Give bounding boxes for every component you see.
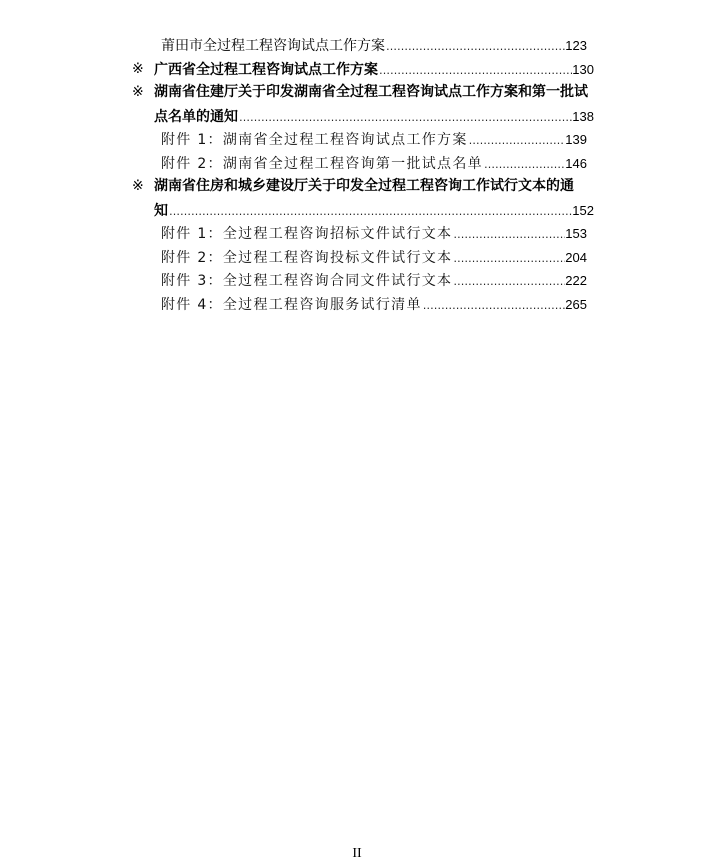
toc-leader-dots — [452, 270, 565, 294]
toc-leader-dots — [468, 129, 566, 153]
toc-entry-title-line2: 知 — [154, 202, 168, 219]
toc-entry-attachment-4b[interactable] — [0, 293, 714, 317]
reference-mark-icon: ※ — [132, 178, 144, 194]
toc-page-number: 265 — [565, 296, 587, 312]
toc-page-number: 123 — [565, 38, 587, 53]
toc-page-number: 138 — [572, 108, 594, 124]
toc-entry-title: 莆田市全过程工程咨询试点工作方案 — [161, 38, 385, 54]
toc-entry-attachment-1b[interactable] — [0, 222, 714, 246]
toc-leader-dots — [378, 59, 572, 83]
toc-leader-dots — [422, 294, 566, 318]
toc-entry-title: 广西省全过程工程咨询试点工作方案 — [154, 61, 378, 78]
toc-entry-title-line2: 点名单的通知 — [154, 108, 238, 125]
toc-leader-dots — [452, 247, 565, 271]
toc-page-number: 146 — [565, 155, 587, 171]
toc-page-number: 204 — [565, 249, 587, 265]
toc-page-number: 153 — [565, 226, 587, 241]
toc-entry-hunan-notice[interactable] — [0, 81, 714, 105]
toc-entry-title: 附件 2：湖南省全过程工程咨询第一批试点名单 — [161, 155, 483, 172]
toc-page-number: 152 — [572, 202, 594, 218]
toc-leader-dots — [168, 200, 572, 224]
toc-entry-hunan-housing-cont[interactable] — [0, 199, 714, 223]
toc-entry-attachment-1a[interactable] — [0, 128, 714, 152]
toc-leader-dots — [483, 153, 565, 177]
toc-entry-hunan-housing[interactable] — [0, 175, 714, 199]
toc-entry-title: 附件 1：湖南省全过程工程咨询试点工作方案 — [161, 132, 468, 148]
toc-page-number: 130 — [572, 61, 594, 77]
toc-entry-title: 附件 2：全过程工程咨询投标文件试行文本 — [161, 249, 453, 266]
toc-entry-attachment-2b[interactable] — [0, 246, 714, 270]
toc-leader-dots — [238, 106, 572, 130]
toc-entry-guangxi[interactable] — [0, 58, 714, 82]
toc-leader-dots — [385, 35, 565, 59]
reference-mark-icon: ※ — [132, 84, 144, 100]
toc-entry-title: 附件 3：全过程工程咨询合同文件试行文本 — [161, 273, 453, 289]
toc-entry-title-line1: 湖南省住建厅关于印发湖南省全过程工程咨询试点工作方案和第一批试 — [154, 84, 588, 100]
toc-entry-title: 附件 1：全过程工程咨询招标文件试行文本 — [161, 226, 453, 242]
toc-entry-attachment-3b[interactable] — [0, 269, 714, 293]
reference-mark-icon: ※ — [132, 60, 144, 77]
toc-page-number: 139 — [565, 132, 587, 147]
toc-entry-title: 附件 4：全过程工程咨询服务试行清单 — [161, 296, 422, 313]
toc-entry-hunan-notice-cont[interactable] — [0, 105, 714, 129]
table-of-contents — [0, 34, 714, 316]
toc-leader-dots — [452, 223, 565, 247]
toc-entry-title-line1: 湖南省住房和城乡建设厅关于印发全过程工程咨询工作试行文本的通 — [154, 178, 574, 194]
page-footer-number: II — [352, 846, 362, 861]
toc-entry-putian[interactable] — [0, 34, 714, 58]
toc-entry-attachment-2a[interactable] — [0, 152, 714, 176]
toc-page-number: 222 — [565, 273, 587, 288]
